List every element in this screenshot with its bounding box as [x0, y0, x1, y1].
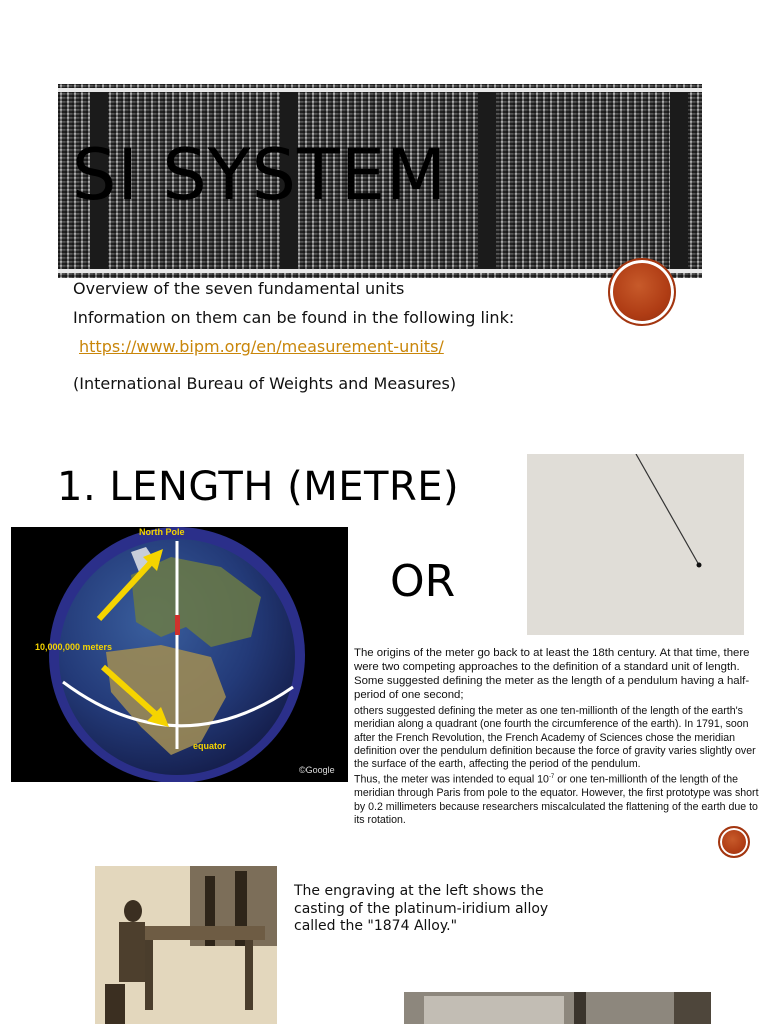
- accent-circle-small-icon: [718, 826, 750, 858]
- equator-label: equator: [193, 741, 227, 751]
- worker-body: [119, 922, 145, 982]
- slide-title: SI SYSTEM: [72, 134, 448, 216]
- prototype-photo: [404, 992, 711, 1024]
- north-pole-label: North Pole: [139, 527, 185, 537]
- banner-post: [478, 92, 496, 270]
- engraving-caption: The engraving at the left shows the casting of the platinum-iridium alloy called the "1874 Alloy.": [294, 883, 549, 934]
- prototype-photo-image: [404, 992, 711, 1024]
- intro-line-1: Overview of the seven fundamental units: [73, 279, 405, 298]
- pendulum-illustration: [527, 454, 744, 635]
- meter-origin-paragraph: The origins of the meter go back to at least the 18th century. At that time, there were two competing approaches to the definition of a standard unit of length. Some suggested defining the meter as the length of a pendulum having a half-period of one second;: [354, 647, 750, 701]
- pendulum-bob: [697, 563, 702, 568]
- meridian-text: others suggested defining the meter as one ten-millionth of the length of the earth's meridian along a quadrant (one fourth the circumference of the earth). In 1791, soon after the French Revolution, the French Academy of Sciences chose the meridian definition over the pendulum definition because the force of gravity varies slightly over the surface of the earth, affecting the period of the pendulum.: [354, 705, 756, 771]
- section-heading-length: 1. LENGTH (METRE): [57, 464, 460, 510]
- globe-illustration: [11, 527, 348, 782]
- meter-definition-paragraph: [354, 705, 768, 827]
- intro-line-2: Information on them can be found in the following link:: [73, 308, 515, 327]
- or-separator: OR: [390, 556, 456, 607]
- distance-label: 10,000,000 meters: [35, 642, 113, 652]
- banner-post: [670, 92, 688, 270]
- alloy-casting-engraving-image: [95, 866, 277, 1024]
- bench-leg: [145, 940, 153, 1010]
- accent-circle-icon: [608, 258, 676, 326]
- pendulum-string: [636, 454, 699, 565]
- bench-leg: [245, 940, 253, 1010]
- engraving-illustration: [95, 866, 277, 1024]
- bipm-org-name: (International Bureau of Weights and Measures): [73, 374, 457, 393]
- ten-millionth-text: Thus, the meter was intended to equal $10^{-7}$ or one ten-millionth of the length of the meridian through Paris from pole to the equator. However, the first prototype was short by 0.2 millimeters because researchers miscalculated the flattening of the earth due to its rotation.: [354, 774, 759, 826]
- banner-bottom-rule: [58, 269, 702, 273]
- paris-marker: [175, 615, 180, 635]
- worker-legs: [105, 984, 125, 1024]
- google-watermark: ©Google: [299, 765, 335, 775]
- pendulum-animation-image: [527, 454, 744, 635]
- bipm-link[interactable]: https://www.bipm.org/en/measurement-units/: [79, 337, 444, 356]
- banner-top-rule: [58, 88, 702, 92]
- earth-meridian-image: [11, 527, 348, 782]
- casting-bench: [135, 926, 265, 940]
- worker-head: [124, 900, 142, 922]
